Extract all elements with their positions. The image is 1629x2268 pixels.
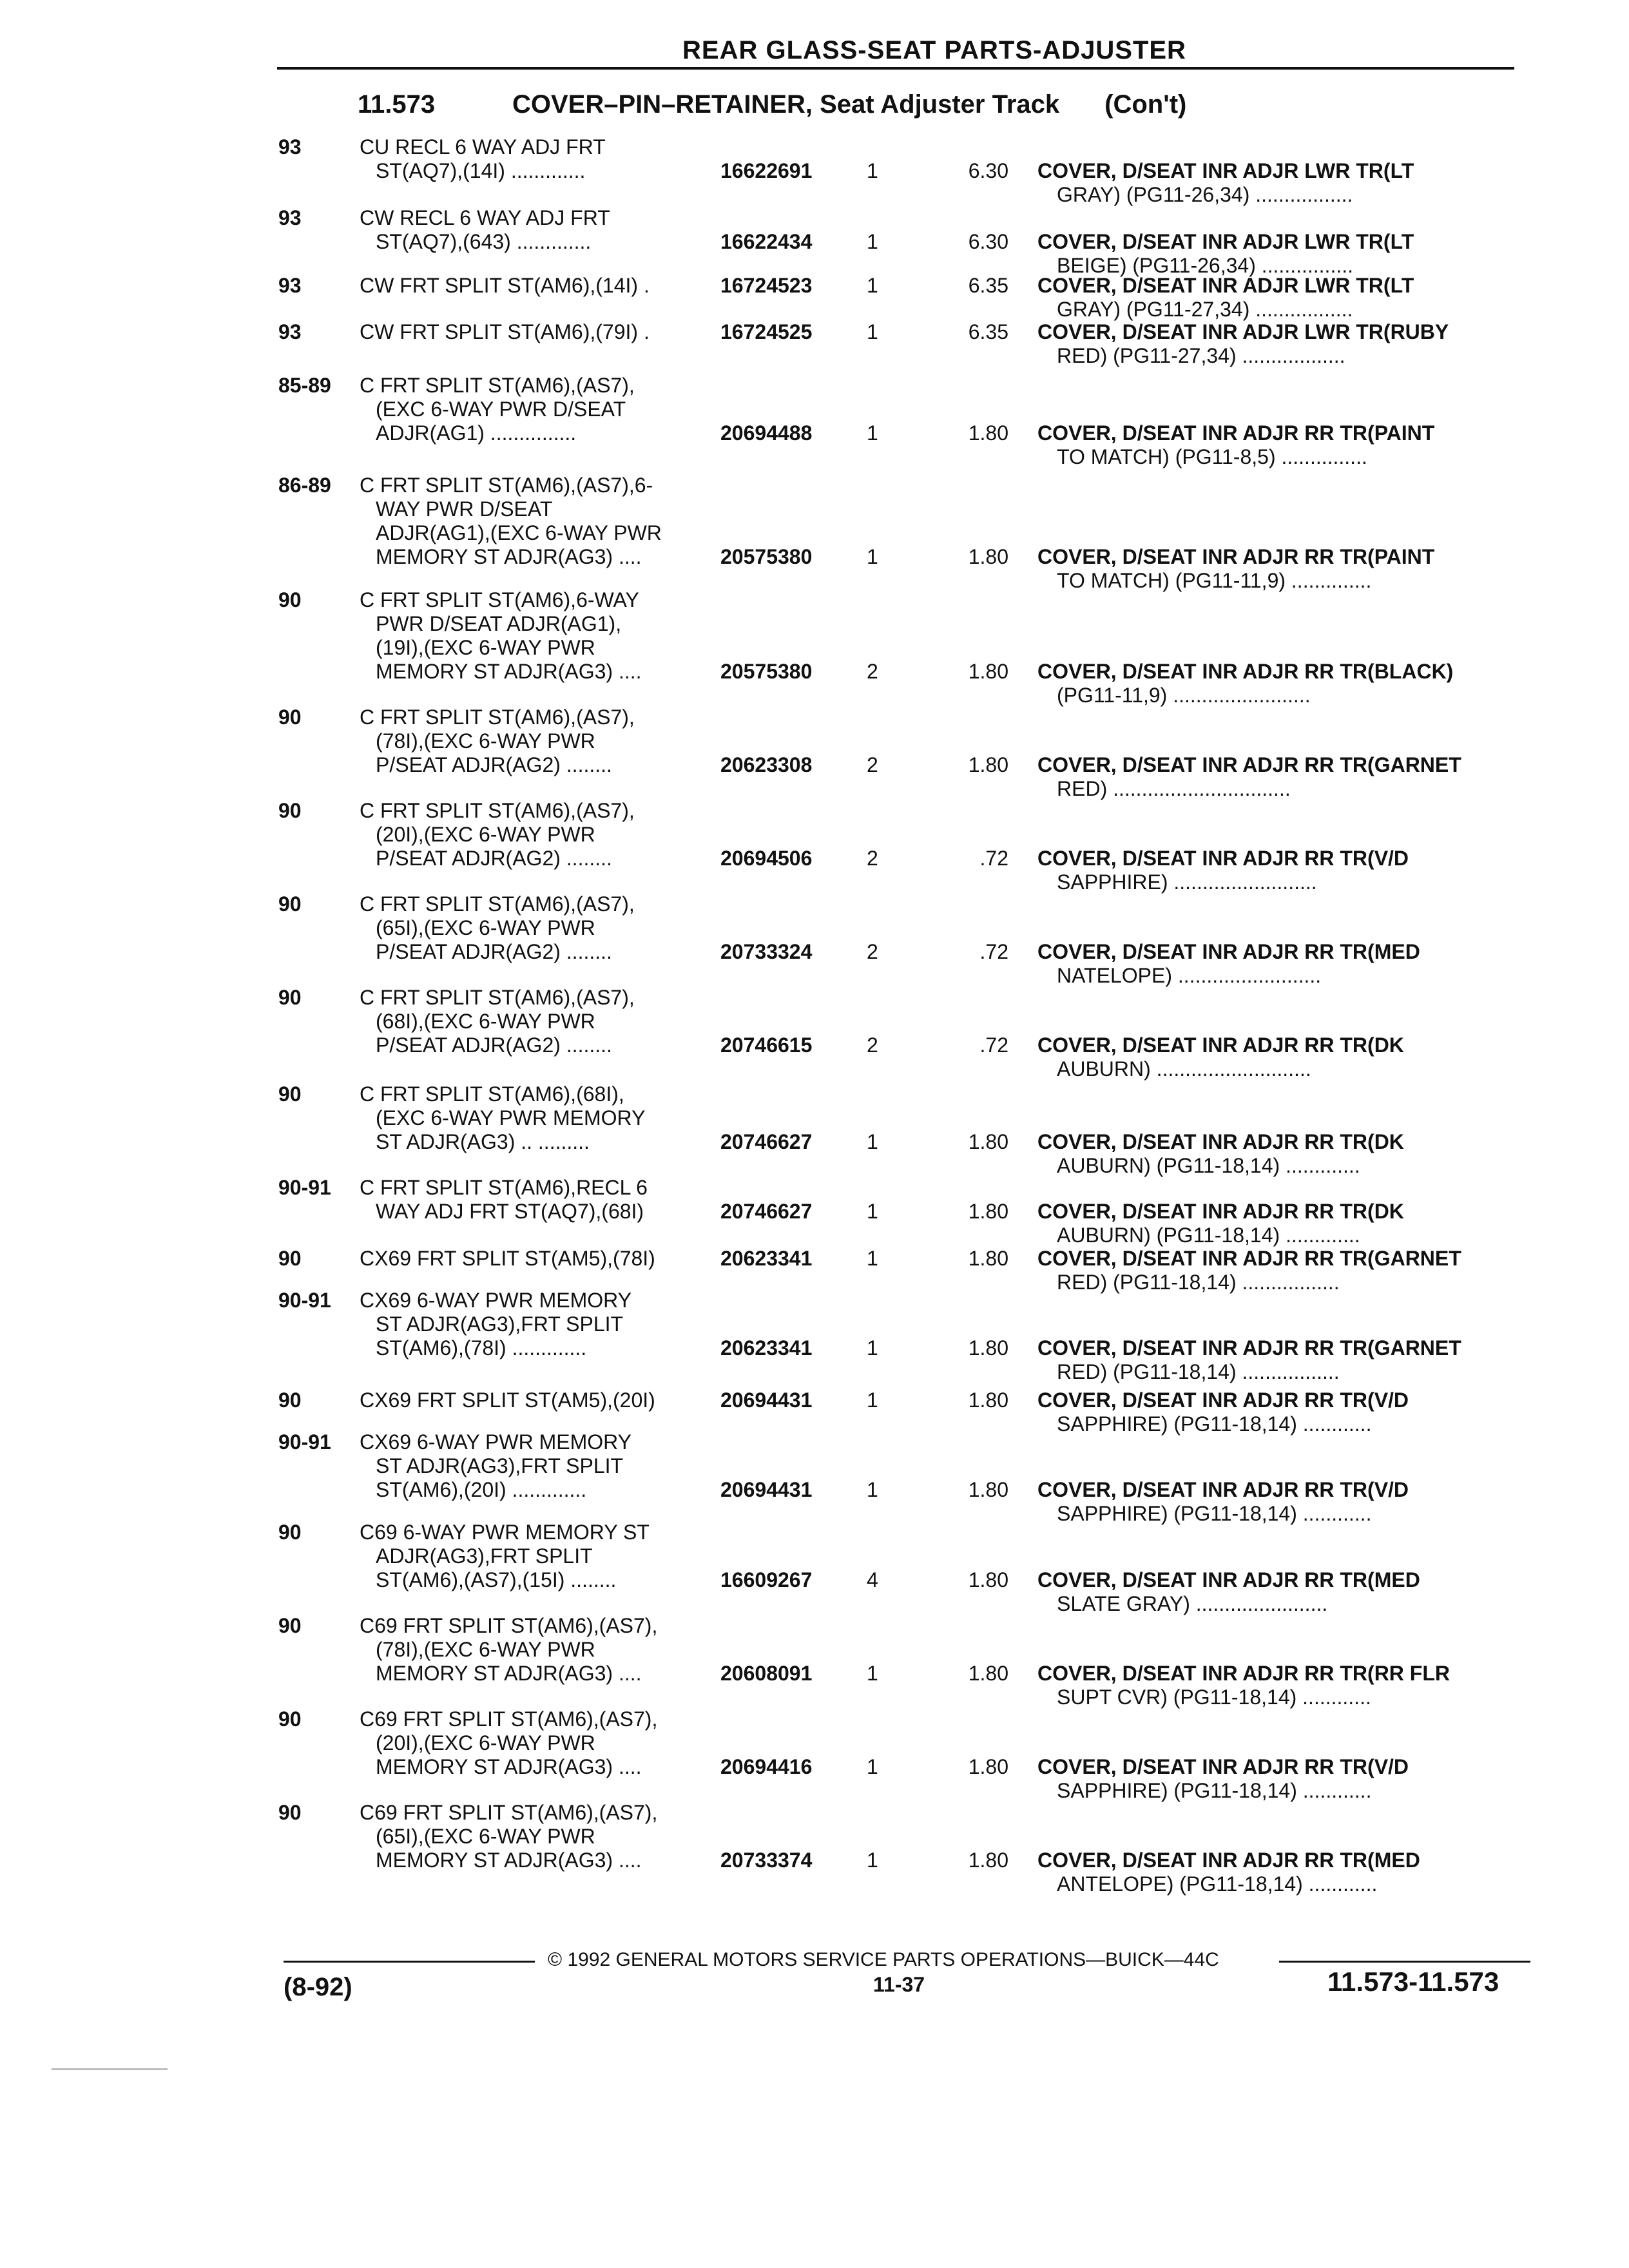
model-year: 90 [278,1389,302,1412]
price: 1.80 [968,421,1008,445]
quantity: 1 [867,1247,878,1270]
description-line: WAY PWR D/SEAT [376,497,553,521]
description-line: CX69 FRT SPLIT ST(AM5),(78I) [360,1247,655,1270]
part-name-line: COVER, D/SEAT INR ADJR RR TR(GARNET [1037,1336,1461,1360]
quantity: 4 [867,1568,878,1591]
part-number: 20733374 [720,1849,813,1872]
application-description [360,474,720,569]
model-year: 93 [278,206,302,229]
description-line: CU RECL 6 WAY ADJ FRT [360,135,606,159]
part-name-line: (PG11-11,9) ........................ [1057,684,1311,707]
application-description [360,892,720,964]
scan-smudge [52,2068,168,2070]
part-name [1037,1849,1527,1896]
part-name-line: RED) ............................... [1057,777,1291,800]
price: .72 [979,1033,1008,1057]
footer-page-number: 11-37 [873,1973,925,1996]
model-year: 90 [278,1707,302,1731]
application-description [360,1082,720,1154]
part-number: 16609267 [720,1568,813,1591]
part-name [1037,753,1527,801]
description-line: (68I),(EXC 6-WAY PWR [376,1010,595,1033]
application-description [360,1707,720,1779]
footer-rule-left [284,1961,535,1963]
quantity: 1 [867,320,878,343]
part-name-line: SAPPHIRE) (PG11-18,14) ............ [1057,1412,1372,1436]
part-name-line: RED) (PG11-18,14) ................. [1057,1271,1340,1294]
application-description [360,1176,720,1224]
part-name-line: NATELOPE) ......................... [1057,964,1322,987]
description-line: (65I),(EXC 6-WAY PWR [376,1825,595,1848]
description-line: CW RECL 6 WAY ADJ FRT [360,206,610,229]
part-number: 20575380 [720,545,813,568]
part-name-line: COVER, D/SEAT INR ADJR RR TR(MED [1037,940,1420,963]
part-name [1037,274,1527,322]
price: 1.80 [968,1130,1008,1153]
part-name-line: BEIGE) (PG11-26,34) ................ [1057,254,1353,277]
application-description [360,274,720,298]
description-line: C FRT SPLIT ST(AM6),(AS7),6- [360,474,653,497]
description-line: C FRT SPLIT ST(AM6),(AS7), [360,706,635,729]
part-name-line: COVER, D/SEAT INR ADJR RR TR(GARNET [1037,1247,1461,1270]
price: 1.80 [968,1849,1008,1872]
price: 1.80 [968,1389,1008,1412]
application-description [360,986,720,1057]
description-line: C FRT SPLIT ST(AM6),6-WAY [360,588,639,611]
quantity: 1 [867,1200,878,1223]
part-name [1037,545,1527,593]
model-year: 90 [278,799,302,822]
description-line: C FRT SPLIT ST(AM6),(AS7), [360,799,635,822]
part-name-line: COVER, D/SEAT INR ADJR LWR TR(LT [1037,230,1414,253]
part-name-line: COVER, D/SEAT INR ADJR RR TR(DK [1037,1033,1404,1057]
part-name-line: SAPPHIRE) ......................... [1057,870,1317,894]
footer-rule-right [1279,1961,1530,1963]
price: 1.80 [968,1336,1008,1360]
part-number: 20746627 [720,1200,813,1223]
part-name-line: TO MATCH) (PG11-11,9) .............. [1057,569,1372,592]
model-year: 93 [278,320,302,343]
application-description [360,1389,720,1412]
application-description [360,1247,720,1271]
model-year: 90 [278,1247,302,1270]
description-line: MEMORY ST ADJR(AG3) .... [376,1662,642,1685]
model-year: 90 [278,1082,302,1106]
part-number: 20694431 [720,1478,813,1501]
part-name [1037,1478,1527,1526]
application-description [360,706,720,777]
model-year: 90 [278,1614,302,1637]
application-description [360,135,720,183]
part-number: 20608091 [720,1662,813,1685]
description-line: ADJR(AG1) ............... [376,421,577,445]
quantity: 2 [867,753,878,776]
part-name-line: SAPPHIRE) (PG11-18,14) ............ [1057,1779,1372,1802]
model-year: 86-89 [278,474,331,497]
part-name [1037,1755,1527,1803]
part-name [1037,1200,1527,1247]
application-description [360,1614,720,1686]
model-year: 85-89 [278,374,331,397]
part-number: 20623341 [720,1247,813,1270]
part-number: 20746627 [720,1130,813,1153]
part-number: 20694416 [720,1755,813,1778]
description-line: (EXC 6-WAY PWR MEMORY [376,1106,646,1129]
part-name [1037,1389,1527,1436]
price: 1.80 [968,1247,1008,1270]
description-line: C FRT SPLIT ST(AM6),(AS7), [360,374,635,397]
price: 1.80 [968,1200,1008,1223]
application-description [360,799,720,870]
part-name-line: COVER, D/SEAT INR ADJR LWR TR(LT [1037,274,1414,297]
description-line: CX69 6-WAY PWR MEMORY [360,1430,631,1454]
part-name [1037,421,1527,469]
model-year: 90 [278,1521,302,1544]
description-line: C FRT SPLIT ST(AM6),(AS7), [360,986,635,1009]
price: 1.80 [968,753,1008,776]
part-number: 20623308 [720,753,813,776]
description-line: MEMORY ST ADJR(AG3) .... [376,660,642,683]
part-name-line: ANTELOPE) (PG11-18,14) ............ [1057,1872,1378,1896]
description-line: (65I),(EXC 6-WAY PWR [376,916,595,939]
part-name [1037,1662,1527,1709]
part-name-line: GRAY) (PG11-26,34) ................. [1057,183,1353,206]
quantity: 2 [867,847,878,870]
price: .72 [979,940,1008,963]
description-line: (19I),(EXC 6-WAY PWR [376,636,595,659]
part-name-line: COVER, D/SEAT INR ADJR RR TR(DK [1037,1130,1404,1153]
quantity: 1 [867,1389,878,1412]
part-name [1037,1336,1527,1384]
application-description [360,588,720,684]
application-description [360,374,720,445]
price: 6.30 [968,230,1008,253]
part-number: 20746615 [720,1033,813,1057]
footer-copyright: © 1992 GENERAL MOTORS SERVICE PARTS OPERATIONS—BUICK—44C [548,1949,1219,1970]
description-line: ST(AM6),(78I) ............. [376,1336,587,1360]
description-line: MEMORY ST ADJR(AG3) .... [376,1849,642,1872]
quantity: 1 [867,1755,878,1778]
part-number: 20733324 [720,940,813,963]
part-name-line: AUBURN) (PG11-18,14) ............. [1057,1154,1360,1177]
description-line: ADJR(AG3),FRT SPLIT [376,1544,593,1568]
model-year: 93 [278,135,302,159]
price: 6.35 [968,274,1008,297]
model-year: 90 [278,706,302,729]
quantity: 1 [867,1662,878,1685]
part-number: 20694506 [720,847,813,870]
description-line: CW FRT SPLIT ST(AM6),(79I) . [360,320,650,343]
description-line: WAY ADJ FRT ST(AQ7),(68I) [376,1200,644,1223]
model-year: 90 [278,588,302,611]
part-number: 20623341 [720,1336,813,1360]
part-name-line: COVER, D/SEAT INR ADJR RR TR(V/D [1037,1389,1409,1412]
footer-section-range: 11.573-11.573 [1327,1966,1499,1997]
description-line: CW FRT SPLIT ST(AM6),(14I) . [360,274,650,297]
part-number: 20694431 [720,1389,813,1412]
model-year: 90 [278,892,302,916]
description-line: MEMORY ST ADJR(AG3) .... [376,1755,642,1778]
price: .72 [979,847,1008,870]
description-line: P/SEAT ADJR(AG2) ........ [376,847,612,870]
description-line: C69 6-WAY PWR MEMORY ST [360,1521,650,1544]
part-name-line: TO MATCH) (PG11-8,5) ............... [1057,445,1367,468]
model-year: 90 [278,1801,302,1824]
part-name-line: COVER, D/SEAT INR ADJR RR TR(MED [1037,1849,1420,1872]
quantity: 1 [867,545,878,568]
part-name-line: AUBURN) ........................... [1057,1057,1311,1081]
part-number: 20575380 [720,660,813,683]
running-title: REAR GLASS-SEAT PARTS-ADJUSTER [682,36,1186,64]
part-name-line: COVER, D/SEAT INR ADJR RR TR(GARNET [1037,753,1461,776]
description-line: (20I),(EXC 6-WAY PWR [376,823,595,846]
description-line: C FRT SPLIT ST(AM6),(AS7), [360,892,635,916]
quantity: 2 [867,940,878,963]
part-name-line: COVER, D/SEAT INR ADJR RR TR(V/D [1037,1755,1409,1778]
part-name-line: COVER, D/SEAT INR ADJR RR TR(PAINT [1037,421,1435,445]
price: 6.30 [968,159,1008,182]
description-line: ST ADJR(AG3),FRT SPLIT [376,1312,624,1336]
part-name [1037,1033,1527,1081]
description-line: ST(AQ7),(14I) ............. [376,159,586,182]
part-name [1037,320,1527,368]
description-line: MEMORY ST ADJR(AG3) .... [376,545,642,568]
part-name [1037,159,1527,207]
description-line: ST(AM6),(20I) ............. [376,1478,587,1501]
part-number: 16622691 [720,159,813,182]
part-name-line: GRAY) (PG11-27,34) ................. [1057,298,1353,321]
part-name-line: SUPT CVR) (PG11-18,14) ............ [1057,1686,1371,1709]
part-number: 20694488 [720,421,813,445]
part-name-line: AUBURN) (PG11-18,14) ............. [1057,1224,1360,1247]
part-name-line: COVER, D/SEAT INR ADJR LWR TR(LT [1037,159,1414,182]
quantity: 1 [867,421,878,445]
part-name-line: SLATE GRAY) ....................... [1057,1592,1328,1615]
application-description [360,320,720,344]
model-year: 90-91 [278,1176,331,1199]
part-name [1037,1568,1527,1616]
part-number: 16724525 [720,320,813,343]
quantity: 1 [867,1336,878,1360]
part-name [1037,847,1527,894]
quantity: 2 [867,1033,878,1057]
price: 1.80 [968,545,1008,568]
part-name-line: RED) (PG11-27,34) .................. [1057,344,1345,367]
part-name-line: RED) (PG11-18,14) ................. [1057,1360,1340,1383]
description-line: ST ADJR(AG3),FRT SPLIT [376,1454,624,1477]
quantity: 1 [867,159,878,182]
quantity: 1 [867,1478,878,1501]
quantity: 2 [867,660,878,683]
part-name-line: SAPPHIRE) (PG11-18,14) ............ [1057,1502,1372,1525]
description-line: (20I),(EXC 6-WAY PWR [376,1731,595,1754]
application-description [360,1430,720,1502]
description-line: ADJR(AG1),(EXC 6-WAY PWR [376,521,662,544]
price: 6.35 [968,320,1008,343]
price: 1.80 [968,1755,1008,1778]
continued-label: (Con't) [1104,90,1187,119]
quantity: 1 [867,274,878,297]
part-number: 16622434 [720,230,813,253]
price: 1.80 [968,1478,1008,1501]
footer-date: (8-92) [284,1973,352,2001]
description-line: CX69 6-WAY PWR MEMORY [360,1289,631,1312]
part-name-line: COVER, D/SEAT INR ADJR RR TR(V/D [1037,847,1409,870]
part-name-line: COVER, D/SEAT INR ADJR RR TR(RR FLR [1037,1662,1450,1685]
description-line: PWR D/SEAT ADJR(AG1), [376,612,622,635]
description-line: ST(AM6),(AS7),(15I) ........ [376,1568,617,1591]
quantity: 1 [867,230,878,253]
part-name [1037,660,1527,707]
part-name-line: COVER, D/SEAT INR ADJR LWR TR(RUBY [1037,320,1449,343]
model-year: 90-91 [278,1430,331,1454]
application-description [360,1521,720,1592]
description-line: P/SEAT ADJR(AG2) ........ [376,1033,612,1057]
description-line: ST ADJR(AG3) .. ......... [376,1130,590,1153]
application-description [360,1801,720,1872]
model-year: 90-91 [278,1289,331,1312]
application-description [360,1289,720,1360]
section-title: COVER–PIN–RETAINER, Seat Adjuster Track [512,90,1060,119]
part-name [1037,230,1527,278]
part-name-line: COVER, D/SEAT INR ADJR RR TR(MED [1037,1568,1420,1591]
price: 1.80 [968,660,1008,683]
part-number: 16724523 [720,274,813,297]
part-name-line: COVER, D/SEAT INR ADJR RR TR(BLACK) [1037,660,1454,683]
part-name [1037,1130,1527,1178]
application-description [360,206,720,254]
quantity: 1 [867,1130,878,1153]
description-line: ST(AQ7),(643) ............. [376,230,592,253]
description-line: P/SEAT ADJR(AG2) ........ [376,940,612,963]
section-number: 11.573 [358,90,436,119]
description-line: (EXC 6-WAY PWR D/SEAT [376,398,626,421]
description-line: C69 FRT SPLIT ST(AM6),(AS7), [360,1707,658,1731]
model-year: 90 [278,986,302,1009]
price: 1.80 [968,1568,1008,1591]
part-name-line: COVER, D/SEAT INR ADJR RR TR(V/D [1037,1478,1409,1501]
description-line: P/SEAT ADJR(AG2) ........ [376,753,612,776]
description-line: C69 FRT SPLIT ST(AM6),(AS7), [360,1801,658,1824]
description-line: C69 FRT SPLIT ST(AM6),(AS7), [360,1614,658,1637]
part-name [1037,1247,1527,1294]
description-line: (78I),(EXC 6-WAY PWR [376,729,595,753]
part-name-line: COVER, D/SEAT INR ADJR RR TR(DK [1037,1200,1404,1223]
model-year: 93 [278,274,302,297]
description-line: C FRT SPLIT ST(AM6),(68I), [360,1082,624,1106]
description-line: (78I),(EXC 6-WAY PWR [376,1638,595,1661]
quantity: 1 [867,1849,878,1872]
description-line: CX69 FRT SPLIT ST(AM5),(20I) [360,1389,655,1412]
part-name [1037,940,1527,988]
description-line: C FRT SPLIT ST(AM6),RECL 6 [360,1176,648,1199]
part-name-line: COVER, D/SEAT INR ADJR RR TR(PAINT [1037,545,1435,568]
price: 1.80 [968,1662,1008,1685]
